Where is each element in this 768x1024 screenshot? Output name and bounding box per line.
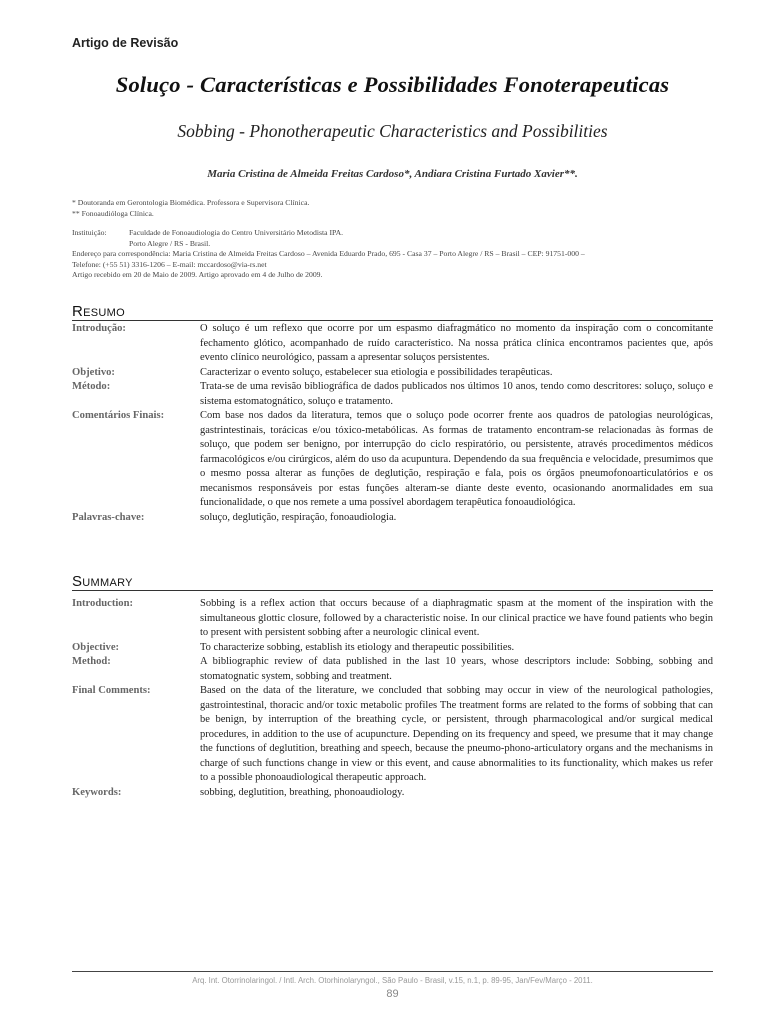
summary-row: [72, 786, 713, 801]
summary-text: Based on the data of the literature, we concluded that sobbing may occur in view of the neurological pathologies, gastrointestinal, thoracic and/or toxic metabolic profiles The treatment forms are related to the forms of sobbing that can be benign, by interruption of the breathing cycle, or persistent, through pharmacological and/or surgical medical procedures, in addition to the use of acupuncture. Depending on its frequency and speed, we presume that it may change the functions of deglutition, breathing and speech, because the pneumo-phono-articulatory organs and the mechanisms in charge of such functions change in view or this event, and cause abnormalities to its functionality, which makes us refer to a possible phonoaudiological therapeutic approach.: [200, 685, 713, 783]
authors: Maria Cristina de Almeida Freitas Cardoso*, Andiara Cristina Furtado Xavier**.: [207, 168, 578, 180]
institution-line-2: [72, 239, 717, 250]
summary-block: [72, 597, 713, 800]
resumo-row: [72, 380, 713, 409]
page-number: 89: [386, 988, 399, 1000]
correspondence-phone: Telefone: (+55 51) 3316-1206 – E-mail: mccardoso@via-rs.net: [72, 259, 267, 269]
resumo-row: [72, 409, 713, 511]
resumo-block: [72, 322, 713, 525]
resumo-heading-text: Resumo: [72, 303, 125, 320]
resumo-text: soluço, deglutição, respiração, fonoaudiologia.: [200, 511, 397, 523]
summary-label: Keywords:: [72, 786, 122, 798]
summary-text: To characterize sobbing, establish its etiology and therapeutic possibilities.: [200, 641, 515, 653]
section-label: Artigo de Revisão: [72, 36, 179, 50]
summary-text: sobbing, deglutition, breathing, phonoaudiology.: [200, 786, 405, 798]
resumo-row: [72, 511, 713, 526]
resumo-label: Comentários Finais:: [72, 410, 165, 421]
summary-label: Introduction:: [72, 598, 134, 609]
article-title-portuguese: Soluço - Características e Possibilidades Fonoterapeuticas: [115, 72, 670, 97]
article-dates: Artigo recebido em 20 de Maio de 2009. Artigo aprovado em 4 de Julho de 2009.: [72, 270, 323, 279]
summary-row: [72, 597, 713, 641]
resumo-text: O soluço é um reflexo que ocorre por um espasmo diafragmático no momento da inspiração com o concomitante fechamento glótico, acompanhado de ruído característico. Na nossa prática clínica encontramos pacientes que, após evento clínico neurológico, passam a apresentar soluços persistentes.: [200, 323, 713, 363]
summary-label: Objective:: [72, 641, 120, 653]
resumo-heading: [72, 300, 713, 321]
summary-heading: [72, 570, 713, 591]
resumo-text: Trata-se de uma revisão bibliográfica de dados publicados nos últimos 10 anos, tendo como descritores: soluço, soluço e sistema estomatognático, soluço e tratamento.: [200, 381, 713, 407]
summary-text: A bibliographic review of data published in the last 10 years, whose descriptors include: Sobbing, sobbing and stomatognatic system, sobbing and treatment.: [200, 656, 713, 682]
footer-citation: Arq. Int. Otorrinolaringol. / Intl. Arch. Otorhinolaryngol., São Paulo - Brasil, v.15, n.1, p. 89-95, Jan/Fev/Março - 2011.: [192, 976, 593, 985]
resumo-text: Com base nos dados da literatura, temos que o soluço pode ocorrer frente aos quadros de patologias neurológicas, gastrintestinais, torácicas e/ou tóxico-metabólicas. As formas de tratamento encontram-se relacionadas às formas de soluço, que podem ser benigno, por interrupção do ciclo respiratório, ou persistente, através procedimentos médicos farmacológicos e/ou cirúrgicos, além do uso da acupuntura. Dependendo da sua frequência e velocidade, presumimos que o mesmo possa alterar as funções de deglutição, respiração e fala, pois os órgãos pneumofonoarticulatórios e os mecanismos responsáveis por estas funções alteram-se diante deste evento, ocasionando anormalidades em sua funcionalidade, o que nos remete a uma possível abordagem terapêutica fonoaudiológica.: [200, 410, 713, 508]
summary-text: Sobbing is a reflex action that occurs because of a diaphragmatic spasm at the moment of the inspiration with the simultaneous glottic closure, followed by a characteristic noise. In our clinical practice we have found patients who begin to present with persistent sobbing after a neurologic clinical event.: [200, 598, 713, 638]
institution-name: Faculdade de Fonoaudiologia do Centro Universitário Metodista IPA.: [129, 228, 344, 237]
resumo-label: Método:: [72, 381, 111, 392]
article-title-english: Sobbing - Phonotherapeutic Characteristics and Possibilities: [177, 121, 608, 141]
affiliation-2: ** Fonoaudióloga Clínica.: [72, 208, 154, 218]
institution-label: Instituição:: [72, 228, 107, 237]
resumo-row: [72, 322, 713, 366]
affiliation-1: * Doutoranda em Gerontologia Biomédica. Professora e Supervisora Clínica.: [72, 198, 310, 207]
summary-heading-text: Summary: [72, 573, 133, 590]
correspondence-address: Endereço para correspondência: Maria Cristina de Almeida Freitas Cardoso – Avenida Eduardo Prado, 695 - Casa 37 – Porto Alegre / RS – Brasil – CEP: 91751-000 –: [72, 249, 585, 258]
author-notes: [72, 198, 717, 281]
resumo-text: Caracterizar o evento soluço, estabelecer sua etiologia e possibilidades terapêuticas.: [200, 366, 553, 378]
footer-rule: [72, 971, 713, 972]
resumo-label: Introdução:: [72, 323, 126, 334]
summary-label: Method:: [72, 656, 111, 667]
institution-line-1: [72, 228, 717, 239]
resumo-row: [72, 366, 713, 381]
institution-city: Porto Alegre / RS - Brasil.: [129, 238, 211, 248]
summary-row: [72, 655, 713, 684]
summary-row: [72, 684, 713, 786]
summary-label: Final Comments:: [72, 685, 151, 696]
resumo-label: Palavras-chave:: [72, 511, 145, 523]
summary-row: [72, 641, 713, 656]
resumo-label: Objetivo:: [72, 366, 115, 378]
